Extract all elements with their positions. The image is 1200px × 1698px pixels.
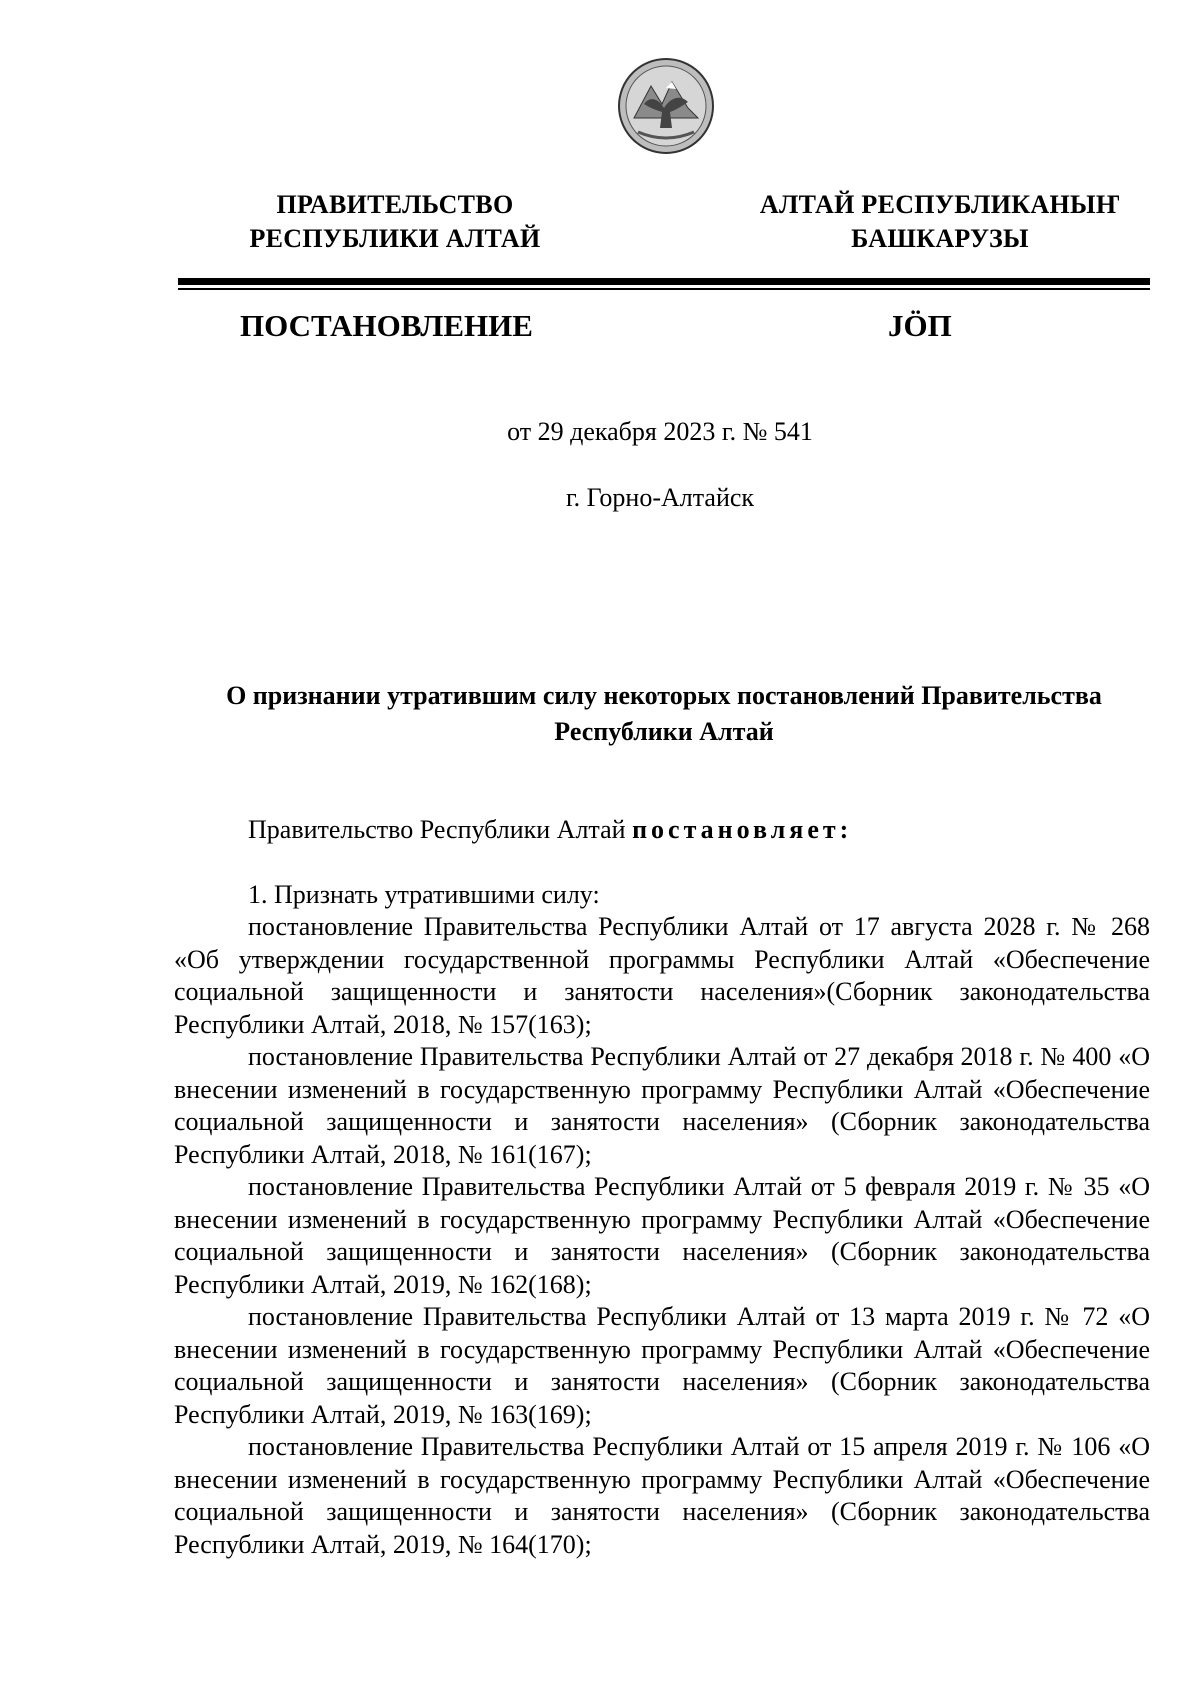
header-left-line2: РЕСПУБЛИКИ АЛТАЙ (249, 224, 541, 253)
doc-type-russian: ПОСТАНОВЛЕНИЕ (240, 308, 533, 343)
document-body (174, 814, 1150, 1561)
doc-type-altai: JÖП (888, 308, 952, 343)
date-number: от 29 декабря 2023 г. № 541 (507, 417, 813, 446)
act-paragraph: постановление Правительства Республики Алтай от 27 декабря 2018 г. № 400 «О внесении изменений в государственную программу Республики Алтай «Обеспечение социальной защищенности и занятости населения» (Сборник законодательства Республики Алтай, 2018, № 161(167); (174, 1042, 1150, 1169)
header-right-line1: АЛТАЙ РЕСПУБЛИКАНЫҤ (759, 190, 1121, 219)
republic-altai-emblem-icon (616, 56, 716, 156)
act-paragraph: постановление Правительства Республики Алтай от 17 августа 2028 г. № 268 «Об утверждении государственной программы Республики Алтай «Обеспечение социальной защищенности и занятости населения»(Сборник законодательства Республики Алтай, 2018, № 157(163); (174, 912, 1150, 1039)
header-left-line1: ПРАВИТЕЛЬСТВО (276, 190, 514, 219)
resolution-intro (174, 814, 1150, 847)
act-paragraph: постановление Правительства Республики Алтай от 15 апреля 2019 г. № 106 «О внесении изменений в государственную программу Республики Алтай «Обеспечение социальной защищенности и занятости населения» (Сборник законодательства Республики Алтай, 2019, № 164(170); (174, 1432, 1150, 1559)
header-divider-thick (178, 278, 1150, 285)
header-divider-thin (178, 288, 1150, 290)
act-paragraph: постановление Правительства Республики Алтай от 5 февраля 2019 г. № 35 «О внесении изменений в государственную программу Республики Алтай «Обеспечение социальной защищенности и занятости населения» (Сборник законодательства Республики Алтай, 2019, № 162(168); (174, 1172, 1150, 1299)
resolution-verb: постановляет: (632, 815, 853, 844)
header-left-block (230, 188, 560, 256)
header-right-line2: БАШКАРУЗЫ (851, 224, 1029, 253)
header-right-block (730, 188, 1150, 256)
document-title: О признании утратившим силу некоторых постановлений Правительства Республики Алтай (226, 681, 1102, 746)
item-1: 1. Признать утратившими силу: (248, 879, 600, 909)
act-paragraph: постановление Правительства Республики Алтай от 13 марта 2019 г. № 72 «О внесении изменений в государственную программу Республики Алтай «Обеспечение социальной защищенности и занятости населения» (Сборник законодательства Республики Алтай, 2019, № 163(169); (174, 1302, 1150, 1429)
city: г. Горно-Алтайск (565, 483, 755, 512)
government-prefix: Правительство Республики Алтай (248, 815, 633, 844)
